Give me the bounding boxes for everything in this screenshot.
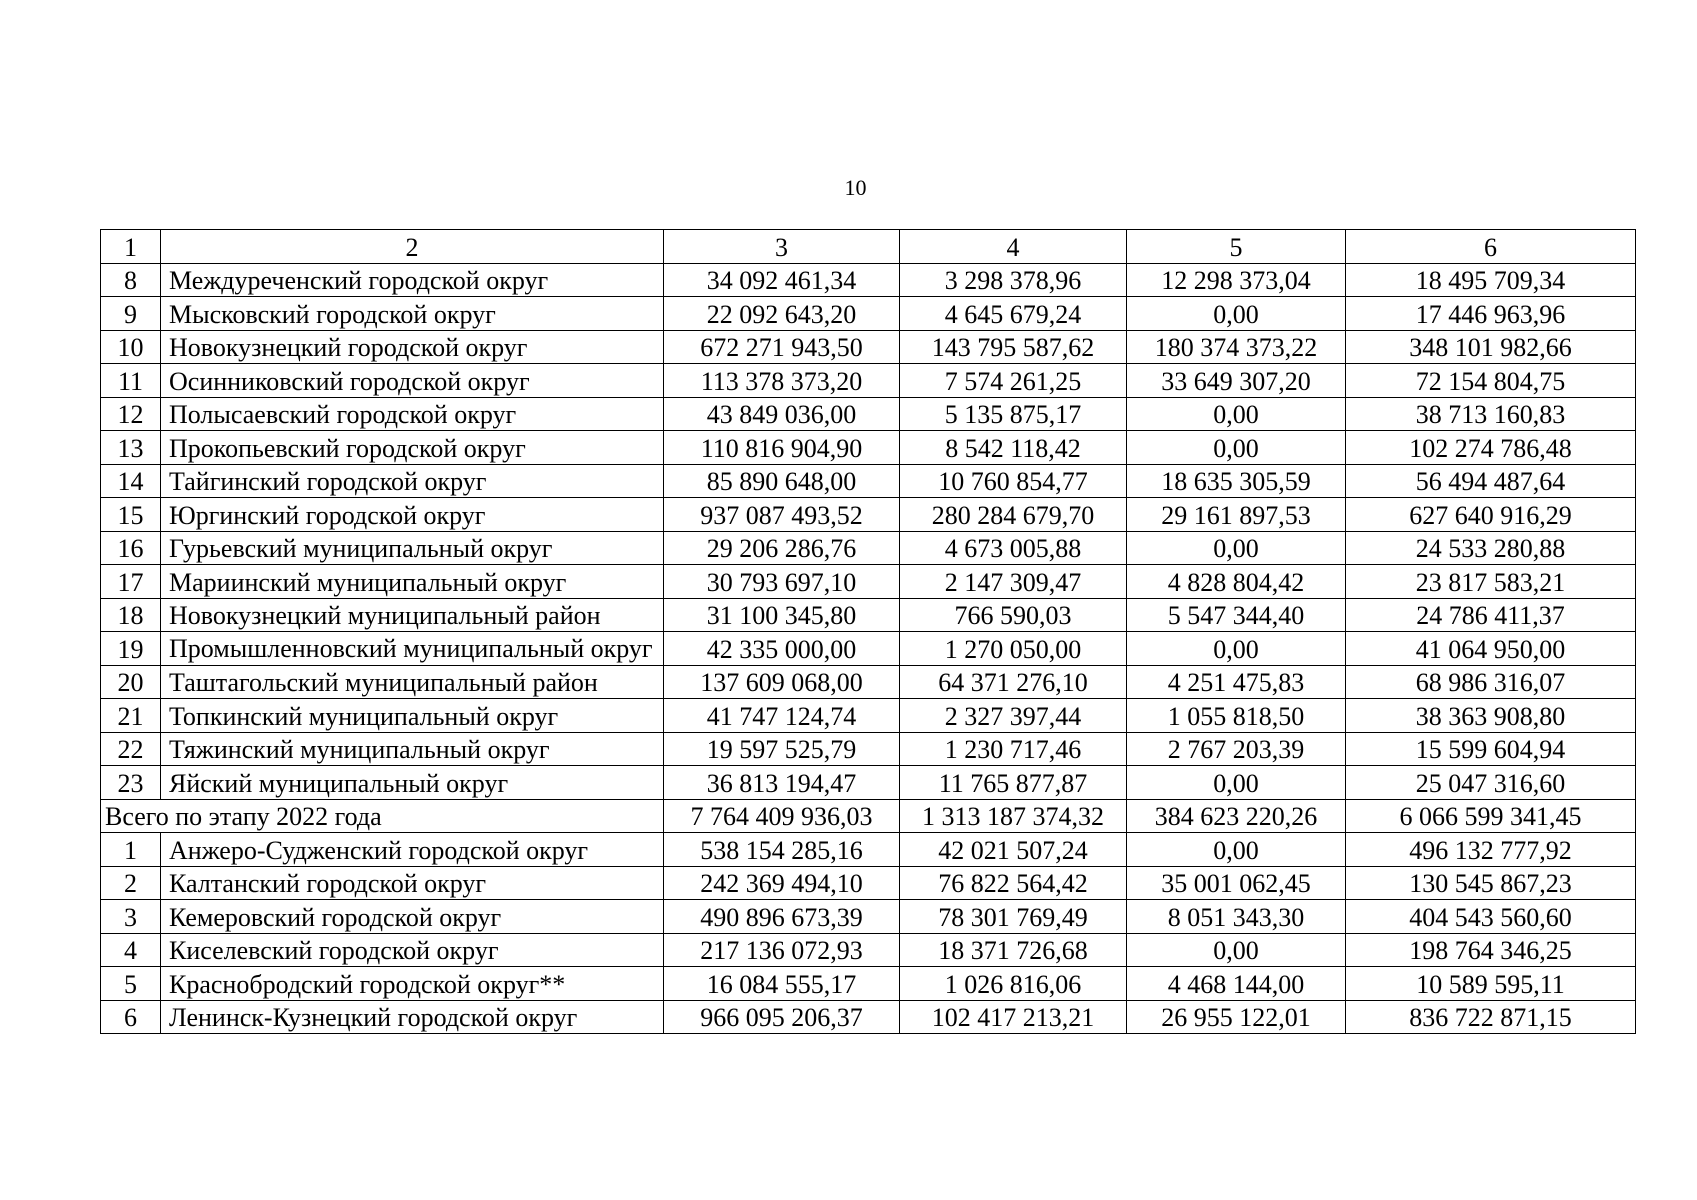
row-value-col6: 836 722 871,15 — [1346, 1000, 1636, 1034]
row-value-col6: 496 132 777,92 — [1346, 833, 1636, 867]
row-value-col6: 404 543 560,60 — [1346, 900, 1636, 934]
header-cell: 4 — [900, 230, 1127, 264]
row-value-col5: 12 298 373,04 — [1127, 263, 1346, 297]
header-row — [101, 230, 1636, 264]
row-number: 19 — [101, 632, 161, 666]
row-number: 6 — [101, 1000, 161, 1034]
row-number: 23 — [101, 766, 161, 800]
row-number: 15 — [101, 498, 161, 532]
table-row — [101, 900, 1636, 934]
row-name: Междуреченский городской округ — [161, 263, 664, 297]
row-number: 11 — [101, 364, 161, 398]
row-number: 10 — [101, 330, 161, 364]
row-value-col3: 966 095 206,37 — [664, 1000, 900, 1034]
table-row — [101, 330, 1636, 364]
table-row — [101, 598, 1636, 632]
row-name: Мысковский городской округ — [161, 297, 664, 331]
row-value-col4: 76 822 564,42 — [900, 866, 1127, 900]
row-value-col4: 11 765 877,87 — [900, 766, 1127, 800]
table-row — [101, 632, 1636, 666]
row-number: 20 — [101, 665, 161, 699]
row-value-col5: 0,00 — [1127, 933, 1346, 967]
row-value-col3: 42 335 000,00 — [664, 632, 900, 666]
row-value-col6: 24 786 411,37 — [1346, 598, 1636, 632]
row-name: Топкинский муниципальный округ — [161, 699, 664, 733]
row-value-col5: 8 051 343,30 — [1127, 900, 1346, 934]
table-row — [101, 766, 1636, 800]
row-value-col6: 348 101 982,66 — [1346, 330, 1636, 364]
row-number: 21 — [101, 699, 161, 733]
row-value-col6: 38 713 160,83 — [1346, 397, 1636, 431]
total-value-c3: 7 764 409 936,03 — [664, 799, 900, 833]
row-name: Новокузнецкий муниципальный район — [161, 598, 664, 632]
row-value-col6: 38 363 908,80 — [1346, 699, 1636, 733]
row-value-col3: 110 816 904,90 — [664, 431, 900, 465]
row-value-col5: 0,00 — [1127, 297, 1346, 331]
table-row — [101, 732, 1636, 766]
header-cell: 1 — [101, 230, 161, 264]
page-number: 10 — [844, 175, 867, 200]
row-value-col6: 68 986 316,07 — [1346, 665, 1636, 699]
row-name: Тяжинский муниципальный округ — [161, 732, 664, 766]
row-value-col4: 78 301 769,49 — [900, 900, 1127, 934]
row-name: Промышленновский муниципальный округ — [161, 632, 664, 666]
row-value-col4: 18 371 726,68 — [900, 933, 1127, 967]
row-value-col5: 0,00 — [1127, 531, 1346, 565]
row-value-col6: 130 545 867,23 — [1346, 866, 1636, 900]
table-row — [101, 431, 1636, 465]
row-value-col3: 217 136 072,93 — [664, 933, 900, 967]
row-name: Юргинский городской округ — [161, 498, 664, 532]
row-value-col6: 18 495 709,34 — [1346, 263, 1636, 297]
row-number: 12 — [101, 397, 161, 431]
row-value-col5: 4 251 475,83 — [1127, 665, 1346, 699]
table-row — [101, 1000, 1636, 1034]
row-value-col4: 280 284 679,70 — [900, 498, 1127, 532]
row-value-col4: 64 371 276,10 — [900, 665, 1127, 699]
row-name: Мариинский муниципальный округ — [161, 565, 664, 599]
row-number: 3 — [101, 900, 161, 934]
row-value-col4: 10 760 854,77 — [900, 464, 1127, 498]
row-number: 17 — [101, 565, 161, 599]
row-value-col6: 72 154 804,75 — [1346, 364, 1636, 398]
row-name: Краснобродский городской округ** — [161, 967, 664, 1001]
row-number: 9 — [101, 297, 161, 331]
row-value-col3: 43 849 036,00 — [664, 397, 900, 431]
row-number: 5 — [101, 967, 161, 1001]
header-cell: 3 — [664, 230, 900, 264]
row-value-col5: 5 547 344,40 — [1127, 598, 1346, 632]
data-table — [100, 229, 1636, 1034]
table-row — [101, 364, 1636, 398]
header-cell: 5 — [1127, 230, 1346, 264]
row-value-col3: 85 890 648,00 — [664, 464, 900, 498]
table-row — [101, 297, 1636, 331]
row-value-col6: 17 446 963,96 — [1346, 297, 1636, 331]
row-value-col5: 0,00 — [1127, 766, 1346, 800]
row-value-col5: 0,00 — [1127, 431, 1346, 465]
row-value-col5: 26 955 122,01 — [1127, 1000, 1346, 1034]
row-value-col3: 34 092 461,34 — [664, 263, 900, 297]
row-value-col6: 56 494 487,64 — [1346, 464, 1636, 498]
table-row — [101, 498, 1636, 532]
row-value-col5: 0,00 — [1127, 632, 1346, 666]
row-value-col4: 1 230 717,46 — [900, 732, 1127, 766]
row-name: Гурьевский муниципальный округ — [161, 531, 664, 565]
row-name: Осинниковский городской округ — [161, 364, 664, 398]
row-value-col6: 25 047 316,60 — [1346, 766, 1636, 800]
row-name: Полысаевский городской округ — [161, 397, 664, 431]
row-value-col5: 0,00 — [1127, 397, 1346, 431]
row-value-col3: 16 084 555,17 — [664, 967, 900, 1001]
row-name: Новокузнецкий городской округ — [161, 330, 664, 364]
row-name: Тайгинский городской округ — [161, 464, 664, 498]
row-name: Ленинск-Кузнецкий городской округ — [161, 1000, 664, 1034]
header-cell: 6 — [1346, 230, 1636, 264]
table-row — [101, 699, 1636, 733]
row-value-col5: 0,00 — [1127, 833, 1346, 867]
row-number: 8 — [101, 263, 161, 297]
row-value-col3: 22 092 643,20 — [664, 297, 900, 331]
row-value-col4: 2 147 309,47 — [900, 565, 1127, 599]
table-row — [101, 263, 1636, 297]
total-value-c6: 6 066 599 341,45 — [1346, 799, 1636, 833]
row-value-col3: 490 896 673,39 — [664, 900, 900, 934]
header-cell: 2 — [161, 230, 664, 264]
row-value-col5: 2 767 203,39 — [1127, 732, 1346, 766]
row-value-col4: 3 298 378,96 — [900, 263, 1127, 297]
row-value-col4: 5 135 875,17 — [900, 397, 1127, 431]
table-row — [101, 933, 1636, 967]
row-value-col5: 1 055 818,50 — [1127, 699, 1346, 733]
row-value-col6: 627 640 916,29 — [1346, 498, 1636, 532]
table-row — [101, 531, 1636, 565]
row-number: 16 — [101, 531, 161, 565]
row-value-col5: 18 635 305,59 — [1127, 464, 1346, 498]
row-value-col4: 143 795 587,62 — [900, 330, 1127, 364]
row-number: 1 — [101, 833, 161, 867]
row-value-col3: 672 271 943,50 — [664, 330, 900, 364]
row-name: Таштагольский муниципальный район — [161, 665, 664, 699]
row-value-col6: 10 589 595,11 — [1346, 967, 1636, 1001]
row-name: Киселевский городской округ — [161, 933, 664, 967]
row-value-col4: 42 021 507,24 — [900, 833, 1127, 867]
row-value-col3: 538 154 285,16 — [664, 833, 900, 867]
row-number: 22 — [101, 732, 161, 766]
row-value-col3: 113 378 373,20 — [664, 364, 900, 398]
row-value-col3: 36 813 194,47 — [664, 766, 900, 800]
row-value-col4: 766 590,03 — [900, 598, 1127, 632]
total-row — [101, 799, 1636, 833]
row-number: 18 — [101, 598, 161, 632]
total-value-c5: 384 623 220,26 — [1127, 799, 1346, 833]
row-value-col4: 8 542 118,42 — [900, 431, 1127, 465]
table-row — [101, 665, 1636, 699]
row-value-col6: 23 817 583,21 — [1346, 565, 1636, 599]
table-row — [101, 397, 1636, 431]
row-value-col3: 30 793 697,10 — [664, 565, 900, 599]
row-value-col3: 31 100 345,80 — [664, 598, 900, 632]
row-value-col4: 2 327 397,44 — [900, 699, 1127, 733]
row-value-col5: 180 374 373,22 — [1127, 330, 1346, 364]
row-value-col6: 41 064 950,00 — [1346, 632, 1636, 666]
row-name: Прокопьевский городской округ — [161, 431, 664, 465]
row-value-col3: 937 087 493,52 — [664, 498, 900, 532]
row-value-col6: 198 764 346,25 — [1346, 933, 1636, 967]
table-row — [101, 833, 1636, 867]
table-row — [101, 565, 1636, 599]
row-value-col6: 24 533 280,88 — [1346, 531, 1636, 565]
row-name: Кемеровский городской округ — [161, 900, 664, 934]
row-value-col6: 102 274 786,48 — [1346, 431, 1636, 465]
row-value-col4: 1 270 050,00 — [900, 632, 1127, 666]
row-name: Калтанский городской округ — [161, 866, 664, 900]
row-value-col3: 29 206 286,76 — [664, 531, 900, 565]
row-value-col5: 33 649 307,20 — [1127, 364, 1346, 398]
row-value-col4: 4 645 679,24 — [900, 297, 1127, 331]
row-value-col5: 4 828 804,42 — [1127, 565, 1346, 599]
row-value-col4: 4 673 005,88 — [900, 531, 1127, 565]
row-value-col5: 4 468 144,00 — [1127, 967, 1346, 1001]
total-value-c4: 1 313 187 374,32 — [900, 799, 1127, 833]
row-name: Яйский муниципальный округ — [161, 766, 664, 800]
row-value-col3: 137 609 068,00 — [664, 665, 900, 699]
table-row — [101, 967, 1636, 1001]
row-name: Анжеро-Судженский городской округ — [161, 833, 664, 867]
row-value-col4: 102 417 213,21 — [900, 1000, 1127, 1034]
row-value-col6: 15 599 604,94 — [1346, 732, 1636, 766]
total-label: Всего по этапу 2022 года — [101, 799, 664, 833]
row-value-col5: 29 161 897,53 — [1127, 498, 1346, 532]
row-number: 4 — [101, 933, 161, 967]
row-number: 13 — [101, 431, 161, 465]
row-number: 2 — [101, 866, 161, 900]
row-number: 14 — [101, 464, 161, 498]
table-row — [101, 866, 1636, 900]
row-value-col3: 19 597 525,79 — [664, 732, 900, 766]
row-value-col4: 1 026 816,06 — [900, 967, 1127, 1001]
table-row — [101, 464, 1636, 498]
row-value-col5: 35 001 062,45 — [1127, 866, 1346, 900]
row-value-col3: 41 747 124,74 — [664, 699, 900, 733]
row-value-col3: 242 369 494,10 — [664, 866, 900, 900]
row-value-col4: 7 574 261,25 — [900, 364, 1127, 398]
